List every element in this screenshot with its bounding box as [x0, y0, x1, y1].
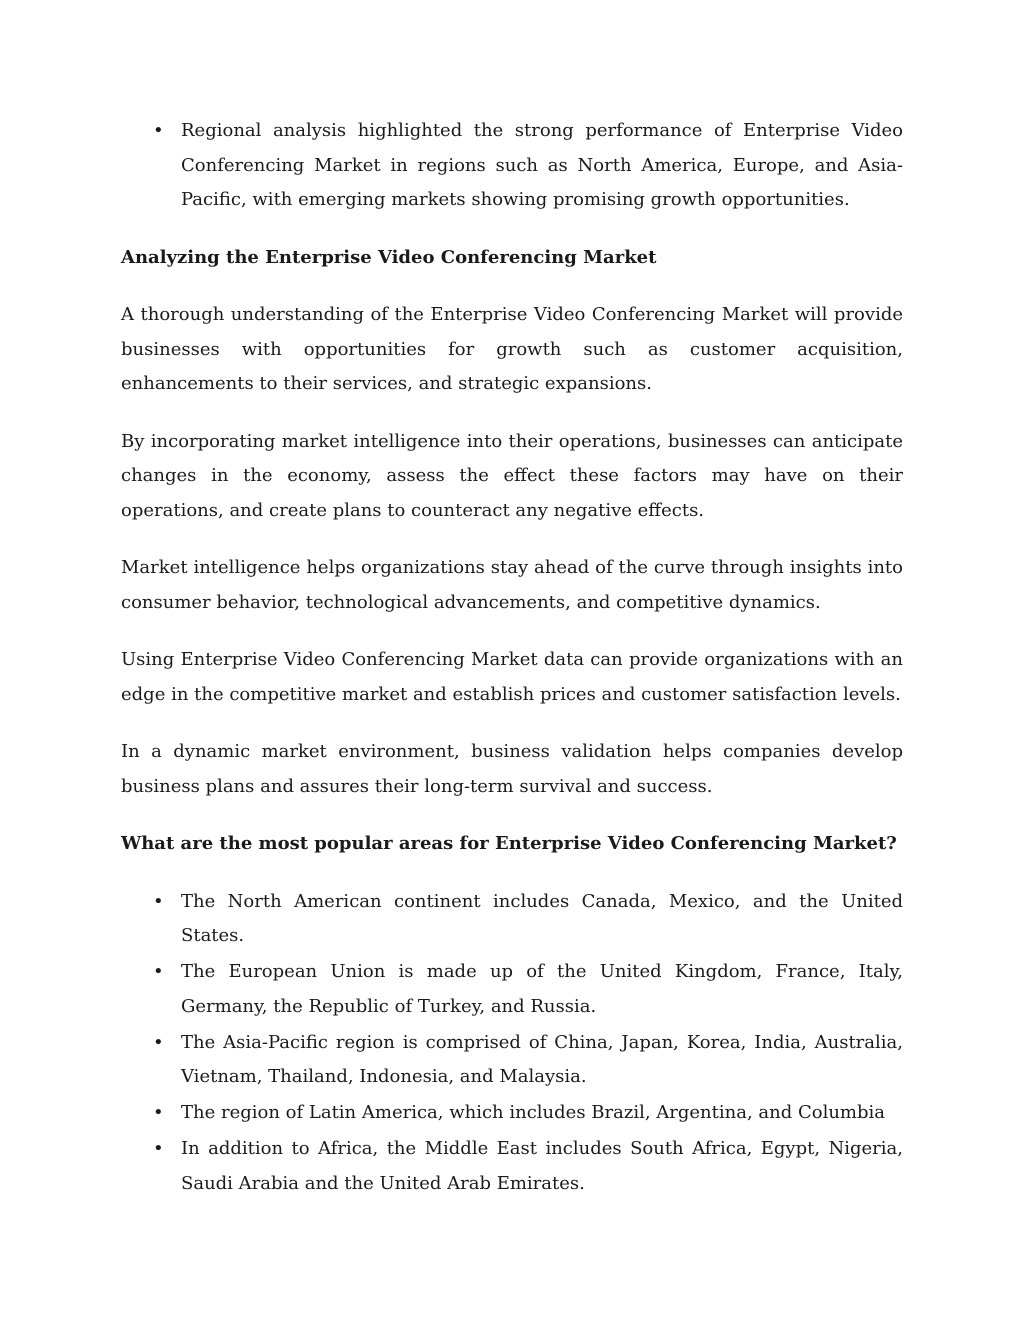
list-item [121, 114, 903, 218]
list-item [121, 885, 903, 954]
list-item-text: Regional analysis highlighted the strong performance of Enterprise Video Conferencing Market in regions such as North America, Europe, and Asia-Pacific, with emerging markets showing promising growth opportunities. [181, 120, 903, 210]
list-item-text: The European Union is made up of the United Kingdom, France, Italy, Germany, the Republic of Turkey, and Russia. [181, 961, 903, 1017]
paragraph: Market intelligence helps organizations stay ahead of the curve through insights into consumer behavior, technological advancements, and competitive dynamics. [121, 557, 903, 613]
bullet-icon: • [153, 961, 164, 982]
section-heading-analyzing: Analyzing the Enterprise Video Conferencing Market [121, 246, 657, 268]
list-item [121, 1132, 903, 1201]
list-item [121, 955, 903, 1024]
paragraph: Using Enterprise Video Conferencing Market data can provide organizations with an edge in the competitive market and establish prices and customer satisfaction levels. [121, 649, 903, 705]
bullet-icon: • [153, 1102, 164, 1123]
list-item-text: The region of Latin America, which includes Brazil, Argentina, and Columbia [181, 1102, 886, 1123]
list-item-text: The Asia-Pacific region is comprised of China, Japan, Korea, India, Australia, Vietnam, Thailand, Indonesia, and Malaysia. [181, 1031, 903, 1087]
bullet-icon: • [153, 1031, 164, 1053]
bullet-icon: • [153, 120, 164, 141]
list-item-text: In addition to Africa, the Middle East includes South Africa, Egypt, Nigeria, Saudi Arabia and the United Arab Emirates. [181, 1138, 903, 1194]
list-item [121, 1026, 903, 1095]
paragraph: A thorough understanding of the Enterprise Video Conferencing Market will provide businesses with opportunities for growth such as customer acquisition, enhancements to their services, and strategic expansions. [121, 304, 903, 394]
bullet-icon: • [153, 890, 164, 912]
paragraph: In a dynamic market environment, business validation helps companies develop business plans and assures their long-term survival and success. [121, 741, 903, 797]
intro-bullet-list [121, 114, 903, 218]
section-heading-popular-areas: What are the most popular areas for Enterprise Video Conferencing Market? [121, 833, 897, 854]
paragraph: By incorporating market intelligence into their operations, businesses can anticipate changes in the economy, assess the effect these factors may have on their operations, and create plans to counteract any negative effects. [121, 430, 903, 521]
regions-bullet-list [121, 885, 903, 1202]
list-item [121, 1096, 903, 1131]
list-item-text: The North American continent includes Canada, Mexico, and the United States. [181, 890, 903, 946]
document-page [121, 114, 903, 1203]
bullet-icon: • [153, 1138, 164, 1159]
